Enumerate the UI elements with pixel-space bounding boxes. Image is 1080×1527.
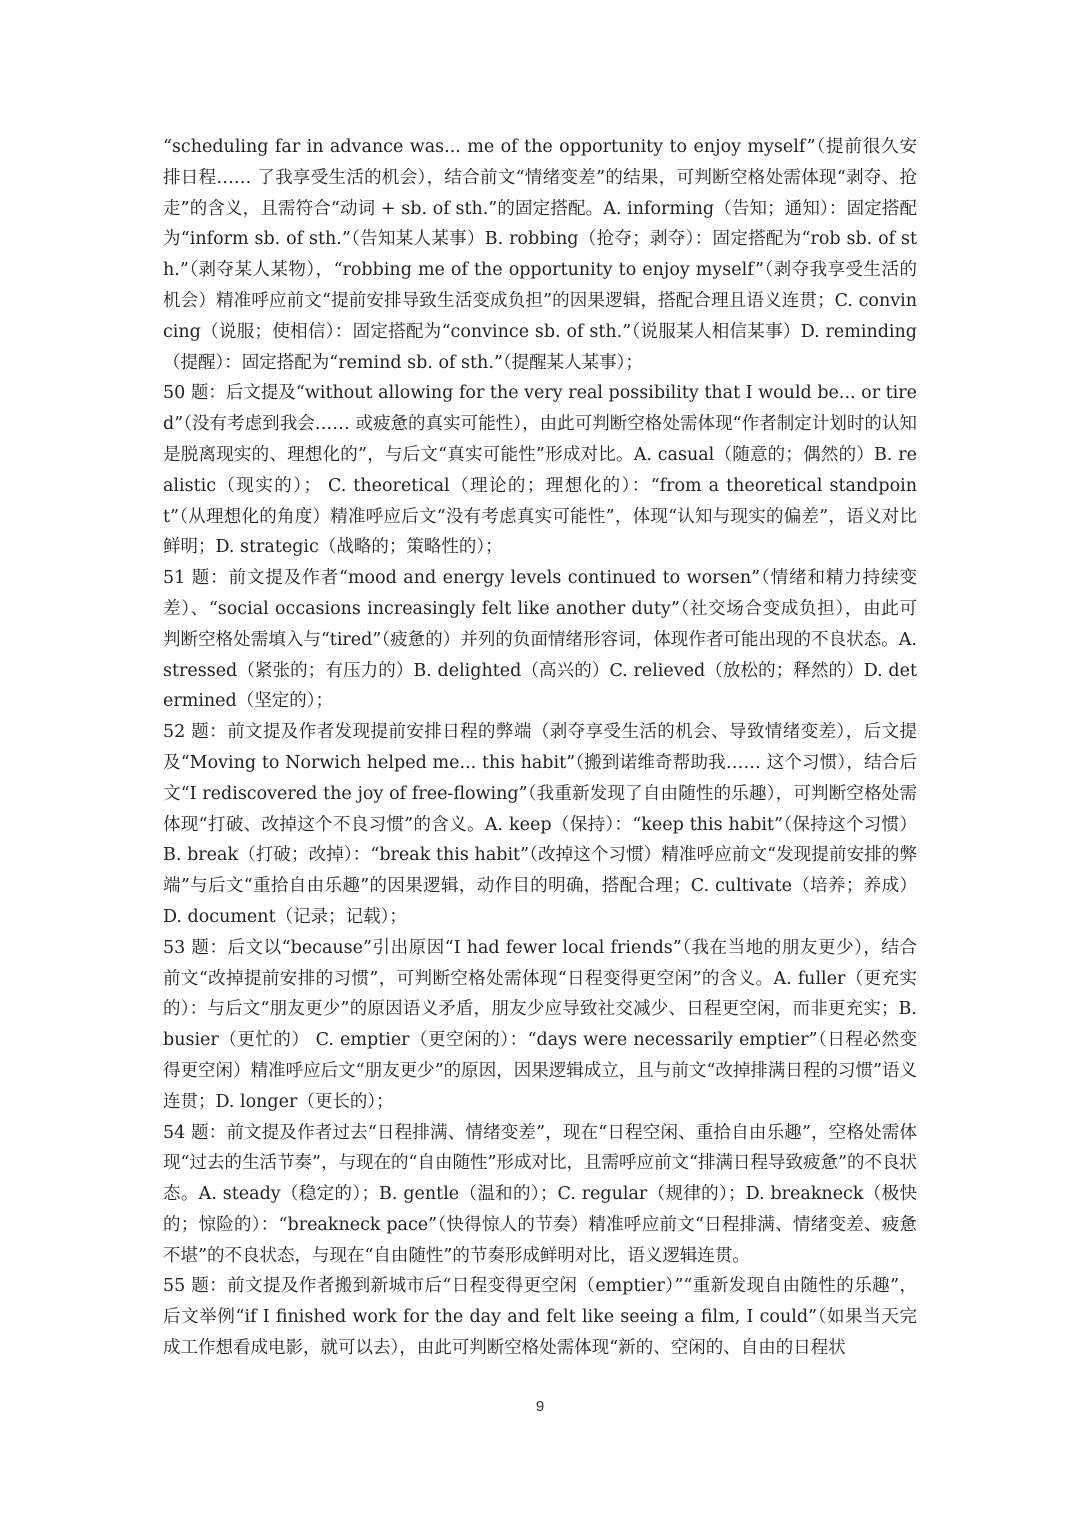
paragraph-q50: 50 题：后文提及“without allowing for the very real possibility that I would be... or tired”（没有考虑到我会…… 或疲惫的真实可能性），由此可判断空格处需体现“作者制定计划时的认知是脱离现实的、理想化的”，与后文“真实可能性”形成对比。A. casual（随意的；偶然的）B. realistic（现实的）； C. theoretical（理论的；理想化的）：“from a theoretical standpoint”（从理想化的角度）精准呼应后文“没有考虑真实可能性”，体现“认知与现实的偏差”，语义对比鲜明；D. strategic（战略的；策略性的）；: [163, 383, 917, 558]
paragraph-q51: 51 题：前文提及作者“mood and energy levels continued to worsen”（情绪和精力持续变差）、“social occasions increasingly felt like another duty”（社交场合变成负担），由此可判断空格处需填入与“tired”（疲惫的）并列的负面情绪形容词，体现作者可能出现的不良状态。A. stressed（紧张的；有压力的）B. delighted（高兴的）C. relieved（放松的；释然的）D. determined（坚定的）；: [163, 568, 917, 712]
paragraph-q54: 54 题：前文提及作者过去“日程排满、情绪变差”，现在“日程空闲、重拾自由乐趣”，空格处需体现“过去的生活节奏”，与现在的“自由随性”形成对比，且需呼应前文“排满日程导致疲惫”的不良状态。A. steady（稳定的）；B. gentle（温和的）；C. regular（规律的）；D. breakneck（极快的；惊险的）：“breakneck pace”（快得惊人的节奏）精准呼应前文“日程排满、情绪变差、疲惫不堪”的不良状态，与现在“自由随性”的节奏形成鲜明对比，语义逻辑连贯。: [163, 1122, 917, 1266]
page-content: [163, 132, 917, 1364]
paragraph-q53: 53 题：后文以“because”引出原因“I had fewer local friends”（我在当地的朋友更少），结合前文“改掉提前安排的习惯”，可判断空格处需体现“日程变得更空闲”的含义。A. fuller（更充实的）：与后文“朋友更少”的原因语义矛盾，朋友少应导致社交减少、日程更空闲，而非更充实；B. busier（更忙的） C. emptier（更空闲的）：“days were necessarily emptier”（日程必然变得更空闲）精准呼应后文“朋友更少”的原因，因果逻辑成立，且与前文“改掉排满日程的习惯”语义连贯；D. longer（更长的）；: [163, 937, 917, 1112]
paragraph-q52: 52 题：前文提及作者发现提前安排日程的弊端（剥夺享受生活的机会、导致情绪变差），后文提及“Moving to Norwich helped me... this habit”（搬到诺维奇帮助我…… 这个习惯），结合后文“I rediscovered the joy of free-flowing”（我重新发现了自由随性的乐趣），可判断空格处需体现“打破、改掉这个不良习惯”的含义。A. keep（保持）：“keep this habit”（保持这个习惯）B. break（打破；改掉）：“break this habit”（改掉这个习惯）精准呼应前文“发现提前安排的弊端”与后文“重拾自由乐趣”的因果逻辑，动作目的明确，搭配合理；C. cultivate（培养；养成）D. document（记录；记载）；: [163, 722, 917, 927]
paragraph-q49-continued: “scheduling far in advance was... me of the opportunity to enjoy myself”（提前很久安排日程…… 了我享受生活的机会），结合前文“情绪变差”的结果，可判断空格处需体现“剥夺、抢走”的含义，且需符合“动词 + sb. of sth.”的固定搭配。A. informing（告知；通知）：固定搭配为“inform sb. of sth.”（告知某人某事）B. robbing（抢夺；剥夺）：固定搭配为“rob sb. of sth.”（剥夺某人某物），“robbing me of the opportunity to enjoy myself”（剥夺我享受生活的机会）精准呼应前文“提前安排导致生活变成负担”的因果逻辑，搭配合理且语义连贯；C. convincing（说服；使相信）：固定搭配为“convince sb. of sth.”（说服某人相信某事）D. reminding（提醒）：固定搭配为“remind sb. of sth.”（提醒某人某事）；: [163, 137, 917, 373]
paragraph-q55: 55 题：前文提及作者搬到新城市后“日程变得更空闲（emptier）”“重新发现自由随性的乐趣”，后文举例“if I finished work for the day and felt like seeing a film, I could”（如果当天完成工作想看成电影，就可以去），由此可判断空格处需体现“新的、空闲的、自由的日程状: [163, 1276, 917, 1359]
page-number: 9: [535, 1398, 545, 1415]
